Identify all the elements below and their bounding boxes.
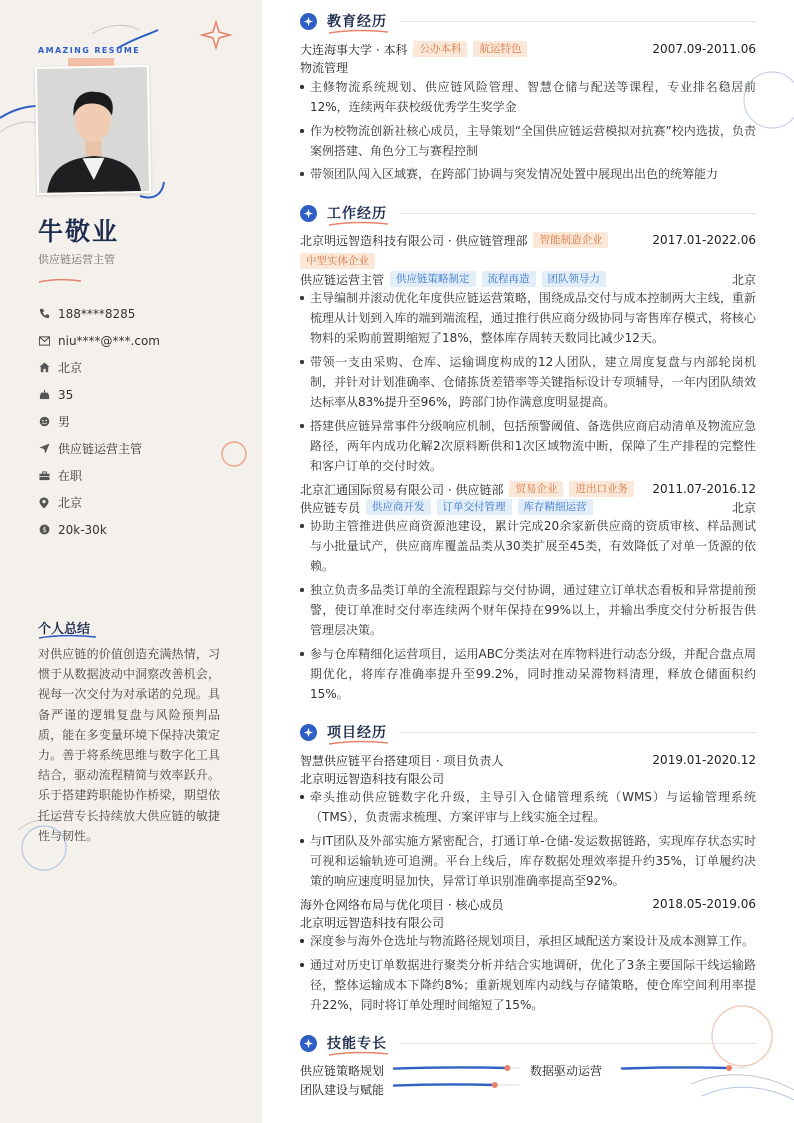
section-title-skills: 技能专长 xyxy=(327,1036,387,1052)
project-company: 北京明远智造科技有限公司 xyxy=(300,771,445,786)
tag: 订单交付管理 xyxy=(437,499,512,515)
section-icon xyxy=(300,724,317,741)
skill-marker xyxy=(726,1065,732,1071)
tag: 供应链策略制定 xyxy=(390,271,476,287)
main-content xyxy=(262,0,794,1123)
tag: 库存精细运营 xyxy=(518,499,593,515)
info-phone: 188****8285 xyxy=(38,300,248,327)
tag: 团队领导力 xyxy=(542,271,607,287)
project-date: 2018.05-2019.06 xyxy=(652,897,756,911)
project-date: 2019.01-2020.12 xyxy=(652,753,756,767)
project-header: 海外仓网络布局与优化项目 · 核心成员 2018.05-2019.06 xyxy=(300,897,756,912)
project-company: 北京明远智造科技有限公司 xyxy=(300,915,445,930)
list-item: 牵头推动供应链数字化升级，主导引入仓储管理系统（WMS）与运输管理系统（TMS），负责需求梳理、方案评审与上线实施全过程。 xyxy=(300,787,756,827)
summary-underline xyxy=(38,634,98,640)
summary-title: 个人总结 xyxy=(38,622,91,637)
education-header: 大连海事大学 · 本科 公办本科 航运特色 2007.09-2011.06 xyxy=(300,42,756,57)
tag: 供应商开发 xyxy=(366,499,431,515)
list-item: 与IT团队及外部实施方紧密配合，打通订单-仓储-发运数据链路，实现库存状态实时可视和运输轨迹可追溯。平台上线后，库存数据处理效率提升约35%，订单履约决策的响应速度明显加快，异常订单识别准确率提高至92%。 xyxy=(300,831,756,891)
skill-name: 团队建设与赋能 xyxy=(300,1083,385,1097)
work-date: 2017.01-2022.06 xyxy=(652,233,756,247)
info-email: niu****@***.com xyxy=(38,327,248,354)
work-tag-row xyxy=(294,252,750,270)
info-salary: $ 20k-30k xyxy=(38,516,248,543)
section-title-work: 工作经历 xyxy=(327,206,387,222)
list-item: 带领团队闯入区域赛，在跨部门协调与突发情况处置中展现出出色的统筹能力 xyxy=(300,164,756,184)
skill-bar xyxy=(620,1063,750,1073)
info-status: 在职 xyxy=(38,462,248,489)
avatar xyxy=(35,65,151,195)
profile-name: 牛敬业 xyxy=(38,217,120,246)
tag: 进出口业务 xyxy=(569,481,634,497)
skill-fill xyxy=(622,1067,729,1068)
brand-label: AMAZING RESUME xyxy=(38,46,141,55)
section-icon xyxy=(300,205,317,222)
info-age: 35 xyxy=(38,381,248,408)
list-item: 作为校物流创新社核心成员，主导策划“全国供应链运营模拟对抗赛”校内选拔，负责案例搭建、角色分工与赛程控制 xyxy=(300,121,756,161)
sidebar xyxy=(0,0,262,1123)
salary-icon xyxy=(38,524,50,536)
name-underline xyxy=(38,278,82,284)
section-work xyxy=(300,202,756,224)
profile-job: 供应链运营主管 xyxy=(38,253,115,266)
contact-info xyxy=(38,300,248,543)
list-item: 主修物流系统规划、供应链风险管理、智慧仓储与配送等课程，专业排名稳居前12%，连续两年获校级优秀学生奖学金 xyxy=(300,77,756,117)
skill-name: 供应链策略规划 xyxy=(300,1064,385,1078)
home-icon xyxy=(38,362,50,374)
skill-marker xyxy=(492,1082,498,1088)
section-title-education: 教育经历 xyxy=(327,14,387,30)
list-item: 独立负责多品类订单的全流程跟踪与交付协调，通过建立订单状态看板和异常提前预警，使订单准时交付率连续两个财年保持在99%以上，并输出季度交付分析报告供管理层决策。 xyxy=(300,580,756,640)
send-icon xyxy=(38,443,50,455)
section-icon xyxy=(300,13,317,30)
education-major: 物流管理 xyxy=(300,60,349,75)
list-item: 搭建供应链异常事件分级响应机制，包括预警阈值、备选供应商启动清单及物流应急路径，两年内成功化解2次原料断供和1次区域物流中断，保障了生产排程的完整性和客户订单的交付时效。 xyxy=(300,416,756,476)
tag: 中型实体企业 xyxy=(300,253,375,269)
tag: 航运特色 xyxy=(473,41,527,57)
svg-text:$: $ xyxy=(41,525,47,534)
info-home: 北京 xyxy=(38,354,248,381)
skill-bar xyxy=(392,1080,522,1090)
info-target-job: 供应链运营主管 xyxy=(38,435,248,462)
location-pin-icon xyxy=(38,497,50,509)
tag: 公办本科 xyxy=(413,41,467,57)
education-date: 2007.09-2011.06 xyxy=(652,42,756,56)
skill-name: 数据驱动运营 xyxy=(530,1064,603,1078)
cake-icon xyxy=(38,389,50,401)
list-item: 通过对历史订单数据进行聚类分析并结合实地调研，优化了3条主要国际干线运输路径，整体运输成本下降约8%；重新规划库内动线与存储策略，使仓库空间利用率提升22%，同时将订单处理时间缩短了15%。 xyxy=(300,955,756,1015)
work-date: 2011.07-2016.12 xyxy=(652,482,756,496)
list-item: 参与仓库精细化运营项目，运用ABC分类法对在库物料进行动态分级，并配合盘点周期优化，将库存准确率提升至99.2%，同时推动呆滞物料清理，释放仓储面积约15%。 xyxy=(300,644,756,704)
tag: 智能制造企业 xyxy=(533,232,608,248)
skill-fill xyxy=(394,1084,495,1085)
skill-fill xyxy=(394,1067,507,1068)
list-item: 主导编制并滚动优化年度供应链运营策略，围绕成品交付与成本控制两大主线，重新梳理从计划到入库的端到端流程，通过推行供应商分级协同与寄售库存模式，将核心物料的采购前置期缩短了18%，整体库存周转天数同比减少12天。 xyxy=(300,288,756,348)
gender-icon xyxy=(38,416,50,428)
work-role-row: 供应链专员 供应商开发 订单交付管理 库存精细运营 北京 xyxy=(300,500,756,515)
skill-bar xyxy=(392,1063,522,1073)
list-item: 带领一支由采购、仓库、运输调度构成的12人团队，建立周度复盘与内部轮岗机制，并针对计划准确率、仓储拣货差错率等关键指标设计专项辅导，一年内团队绩效达标率从83%提升至96%，跨部门协作满意度明显提高。 xyxy=(300,352,756,412)
phone-icon xyxy=(38,308,50,320)
decor-main-bottom xyxy=(682,1000,794,1123)
list-item: 深度参与海外仓选址与物流路径规划项目，承担区域配送方案设计及成本测算工作。 xyxy=(300,931,756,951)
section-skills xyxy=(300,1032,756,1054)
info-gender: 男 xyxy=(38,408,248,435)
section-icon xyxy=(300,1035,317,1052)
project-header: 智慧供应链平台搭建项目 · 项目负责人 2019.01-2020.12 xyxy=(300,753,756,768)
mail-icon xyxy=(38,335,50,347)
skill-marker xyxy=(504,1065,510,1071)
tag: 流程再造 xyxy=(482,271,536,287)
list-item: 协助主管推进供应商资源池建设，累计完成20余家新供应商的资质审核、样品测试与小批量试产，供应商库覆盖品类从30类扩展至45类，有效降低了对单一货源的依赖。 xyxy=(300,516,756,576)
work-header: 北京汇通国际贸易有限公司 · 供应链部 贸易企业 进出口业务 2011.07-2016.12 xyxy=(300,482,756,497)
summary-text: 对供应链的价值创造充满热情，习惯于从数据波动中洞察改善机会，视每一次交付为对承诺的兑现。具备严谨的逻辑复盘与风险预判品质，能在多变量环境下保持决策定力。善于将系统思维与数字化工具结合，驱动流程精简与效率跃升。乐于搭建跨职能协作桥梁，期望依托运营专长持续放大供应链的敏捷性与韧性。 xyxy=(38,647,220,843)
briefcase-icon xyxy=(38,470,50,482)
work-role-row: 供应链运营主管 供应链策略制定 流程再造 团队领导力 北京 xyxy=(300,272,756,287)
work-header: 北京明远智造科技有限公司 · 供应链管理部 智能制造企业 2017.01-2022.06 xyxy=(300,233,756,248)
section-education xyxy=(300,10,756,32)
info-location: 北京 xyxy=(38,489,248,516)
photo-frame xyxy=(36,66,150,194)
section-title-project: 项目经历 xyxy=(327,725,387,741)
section-project xyxy=(300,721,756,743)
tag: 贸易企业 xyxy=(509,481,563,497)
